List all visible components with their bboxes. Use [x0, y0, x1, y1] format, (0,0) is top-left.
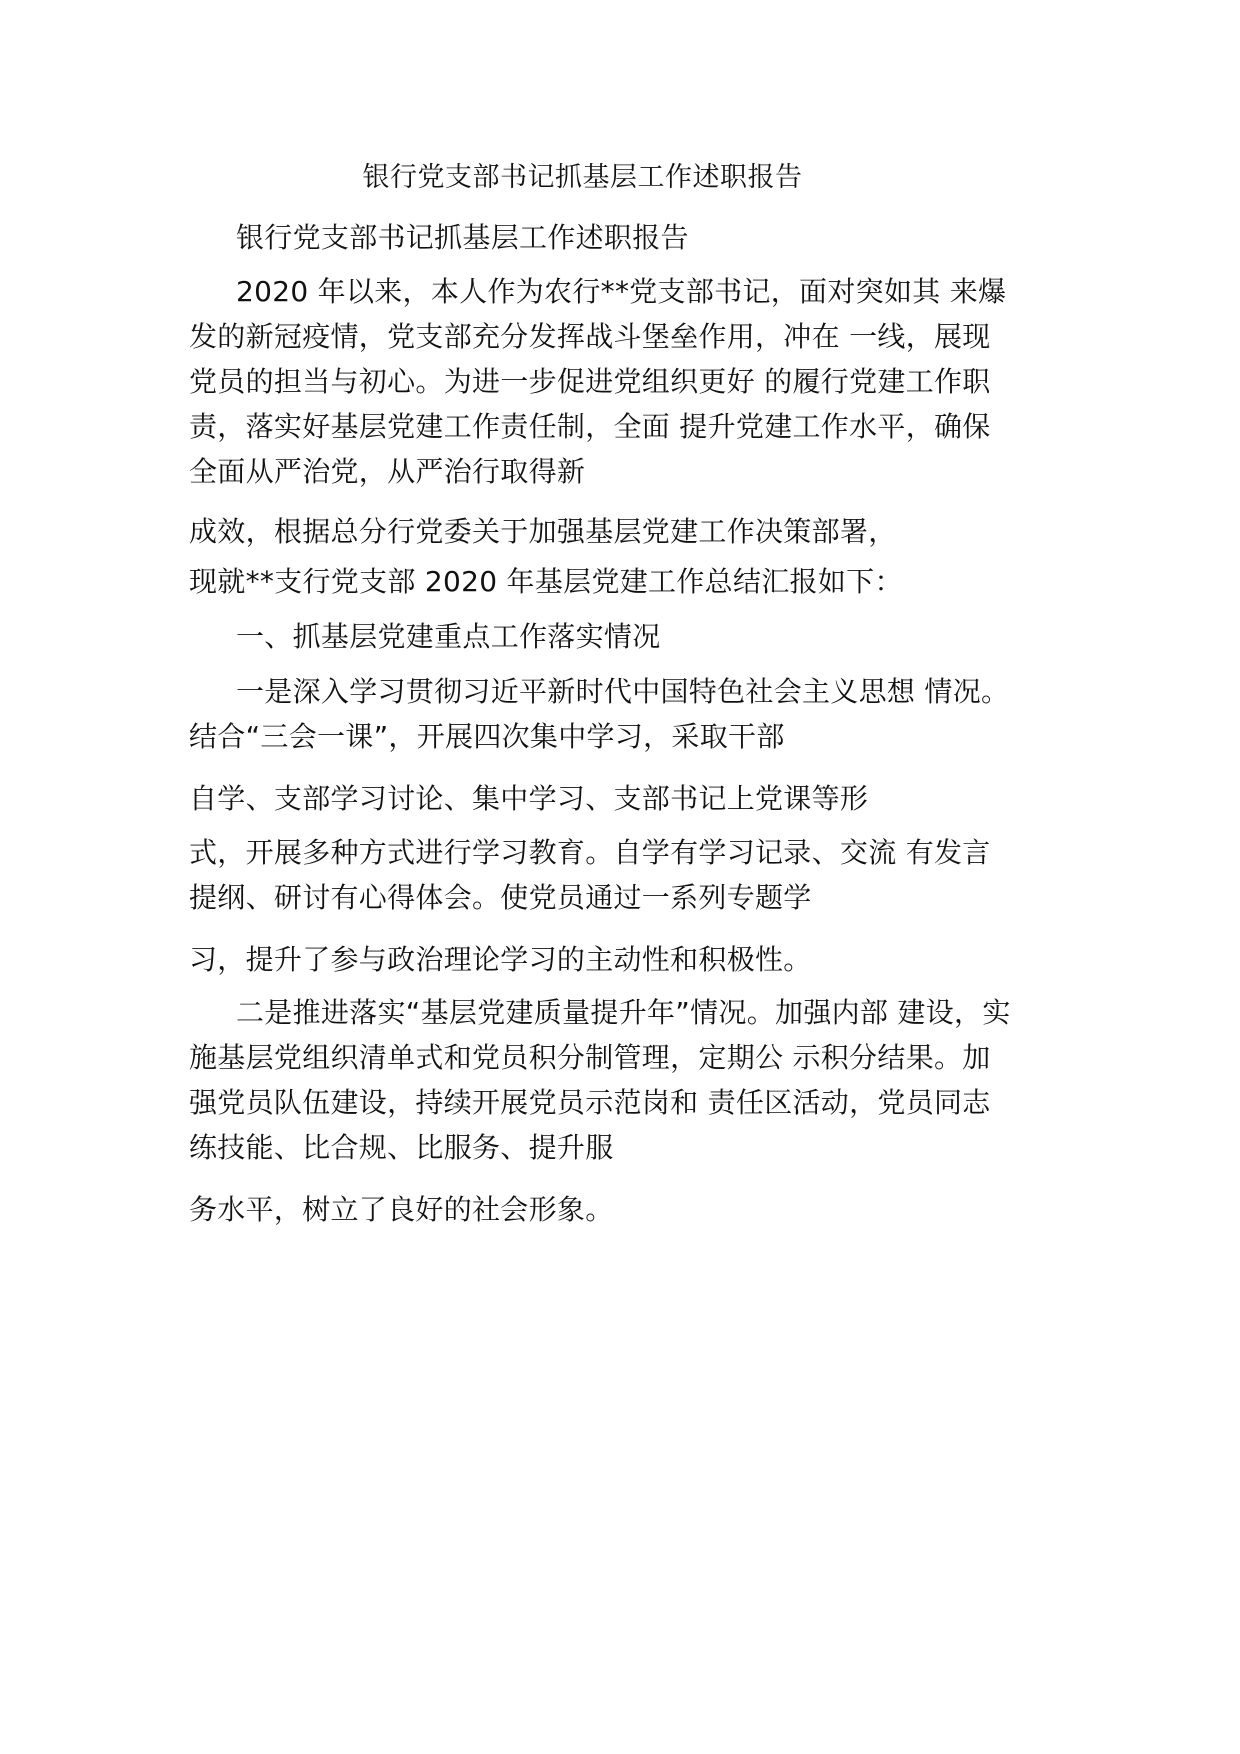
body-line: 务水平，树立了良好的社会形象。	[189, 1193, 614, 1226]
body-line: 2020 年以来，本人作为农行**党支部书记，面对突如其 来爆	[236, 275, 1007, 308]
body-line: 自学、支部学习讨论、集中学习、支部书记上党课等形	[189, 782, 869, 815]
body-line: 现就**支行党支部 2020 年基层党建工作总结汇报如下：	[189, 565, 903, 598]
body-line: 全面从严治党，从严治行取得新	[189, 455, 586, 488]
body-line: 成效，根据总分行党委关于加强基层党建工作决策部署，	[189, 515, 897, 548]
body-line: 责，落实好基层党建工作责任制，全面 提升党建工作水平，确保	[189, 410, 991, 443]
body-line: 发的新冠疫情，党支部充分发挥战斗堡垒作用，冲在 一线，展现	[189, 320, 991, 353]
document-title: 银行党支部书记抓基层工作述职报告	[362, 162, 803, 193]
section-heading: 一、抓基层党建重点工作落实情况	[236, 620, 661, 653]
body-line: 一是深入学习贯彻习近平新时代中国特色社会主义思想 情况。	[236, 675, 1010, 708]
body-line: 强党员队伍建设，持续开展党员示范岗和 责任区活动，党员同志	[189, 1086, 991, 1119]
body-line: 式，开展多种方式进行学习教育。自学有学习记录、交流 有发言	[189, 836, 991, 869]
body-line: 习，提升了参与政治理论学习的主动性和积极性。	[189, 943, 812, 976]
subtitle-line: 银行党支部书记抓基层工作述职报告	[236, 221, 689, 254]
body-line: 结合“三会一课”，开展四次集中学习，采取干部	[189, 720, 785, 753]
body-line: 党员的担当与初心。为进一步促进党组织更好 的履行党建工作职	[189, 365, 991, 398]
body-line: 提纲、研讨有心得体会。使党员通过一系列专题学	[189, 881, 812, 914]
body-line: 二是推进落实“基层党建质量提升年”情况。加强内部 建设，实	[236, 996, 1011, 1029]
body-line: 施基层党组织清单式和党员积分制管理，定期公 示积分结果。加	[189, 1041, 991, 1074]
body-line: 练技能、比合规、比服务、提升服	[189, 1131, 614, 1164]
